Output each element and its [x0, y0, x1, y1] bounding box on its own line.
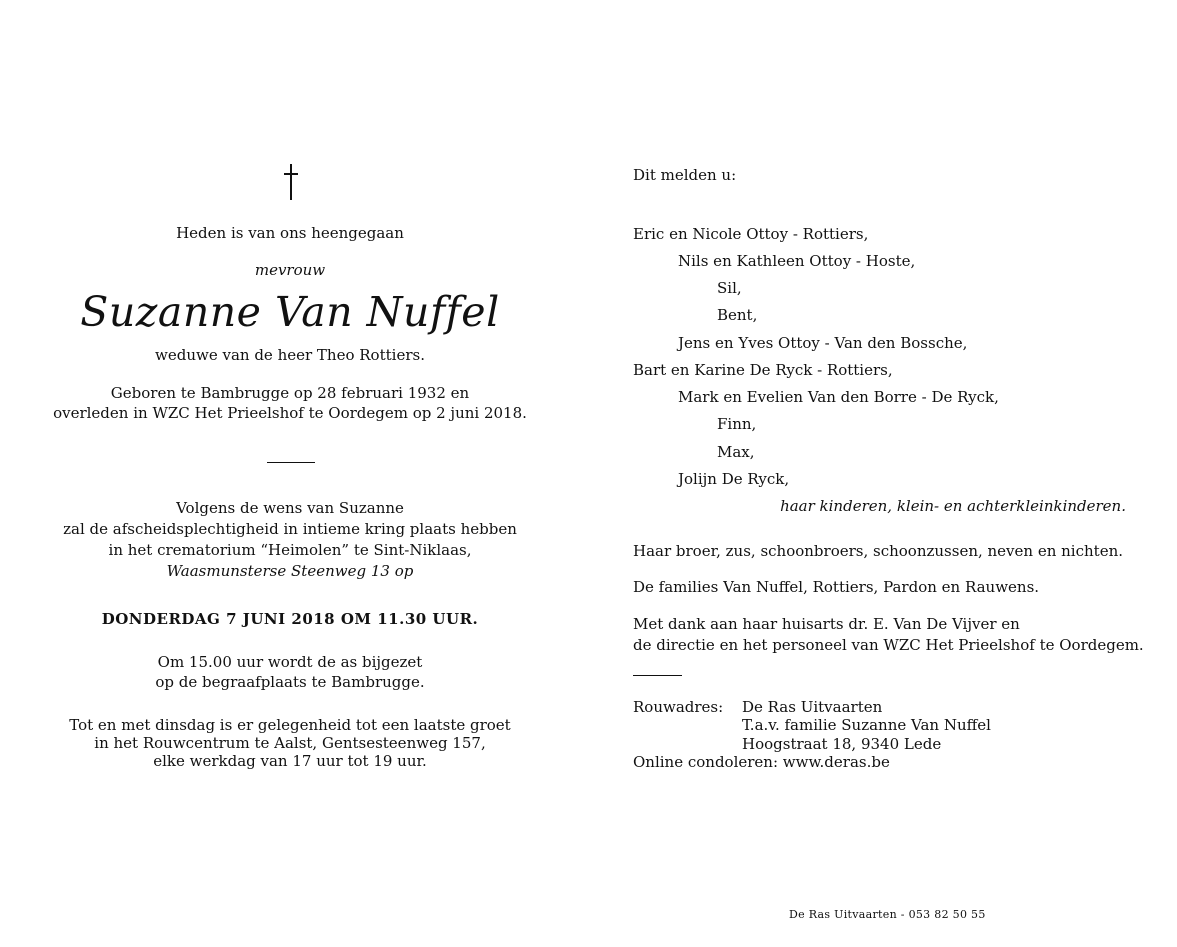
thanks-line: de directie en het personeel van WZC Het Prieelshof te Oordegem. [633, 636, 1144, 654]
intro-text: Heden is van ons heengegaan [176, 224, 404, 242]
separator-right [633, 675, 682, 676]
families-line: De families Van Nuffel, Rottiers, Pardon en Rauwens. [633, 578, 1040, 596]
family-member: Bart en Karine De Ryck - Rottiers, [633, 361, 893, 379]
family-member: Max, [717, 443, 755, 461]
family-member: Eric en Nicole Ottoy - Rottiers, [633, 225, 869, 243]
online-condolence: Online condoleren: www.deras.be [633, 753, 890, 771]
family-member: Nils en Kathleen Ottoy - Hoste, [678, 252, 916, 270]
ashes-line: Om 15.00 uur wordt de as bijgezet [157, 653, 423, 671]
family-member: Sil, [717, 279, 742, 297]
footer-contact: De Ras Uitvaarten - 053 82 50 55 [789, 908, 986, 921]
family-caption: haar kinderen, klein- en achterkleinkinderen. [780, 497, 1126, 515]
deceased-name: Suzanne Van Nuffel [80, 288, 500, 336]
cross-icon [282, 164, 302, 202]
address-line: T.a.v. familie Suzanne Van Nuffel [742, 716, 991, 734]
ceremony-line: Volgens de wens van Suzanne [176, 499, 404, 517]
ceremony-date: DONDERDAG 7 JUNI 2018 OM 11.30 UUR. [101, 610, 479, 628]
address-label: Rouwadres: [633, 698, 724, 716]
widow-of: weduwe van de heer Theo Rottiers. [155, 346, 425, 364]
announce-heading: Dit melden u: [633, 166, 737, 184]
thanks-line: Met dank aan haar huisarts dr. E. Van De Vijver en [633, 615, 1020, 633]
ceremony-line: Waasmunsterse Steenweg 13 op [166, 562, 414, 580]
address-line: De Ras Uitvaarten [742, 698, 883, 716]
separator-left [267, 462, 315, 463]
family-member: Finn, [717, 415, 757, 433]
address-line: Hoogstraat 18, 9340 Lede [742, 735, 942, 753]
farewell-line: in het Rouwcentrum te Aalst, Gentsesteenweg 157, [94, 734, 486, 752]
family-member: Bent, [717, 306, 758, 324]
farewell-line: Tot en met dinsdag is er gelegenheid tot een laatste groet [69, 716, 511, 734]
family-member: Mark en Evelien Van den Borre - De Ryck, [678, 388, 999, 406]
family-member: Jens en Yves Ottoy - Van den Bossche, [678, 334, 968, 352]
birth-line: Geboren te Bambrugge op 28 februari 1932 en [110, 384, 470, 402]
ceremony-line: zal de afscheidsplechtigheid in intieme kring plaats hebben [63, 520, 517, 538]
ashes-line: op de begraafplaats te Bambrugge. [155, 673, 425, 691]
death-line: overleden in WZC Het Prieelshof te Oordegem op 2 juni 2018. [53, 404, 527, 422]
ceremony-line: in het crematorium “Heimolen” te Sint-Niklaas, [108, 541, 472, 559]
farewell-line: elke werkdag van 17 uur tot 19 uur. [153, 752, 427, 770]
title-prefix: mevrouw [254, 261, 326, 279]
family-member: Jolijn De Ryck, [678, 470, 790, 488]
siblings-line: Haar broer, zus, schoonbroers, schoonzussen, neven en nichten. [633, 542, 1123, 560]
